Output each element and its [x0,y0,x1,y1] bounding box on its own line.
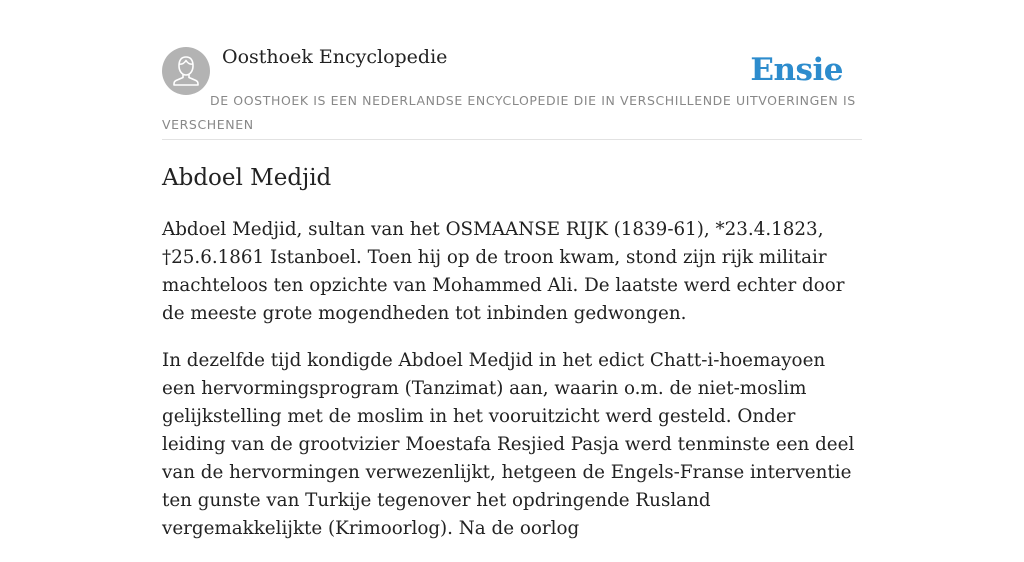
entry-body [162,216,862,562]
entry-paragraph: In dezelfde tijd kondigde Abdoel Medjid in het edict Chatt-i-hoemayoen een hervormingsprogram (Tanzimat) aan, waarin o.m. de niet-moslim gelijkstelling met de moslim in het vooruitzicht werd gesteld. Onder leiding van de grootvizier Moestafa Resjied Pasja werd tenminste een deel van de hervormingen verwezenlijkt, hetgeen de Engels-Franse interventie ten gunste van Turkije tegenover het opdringende Rusland vergemakkelijkte (Krimoorlog). Na de oorlog [162,350,855,539]
ensie-logo[interactable]: Ensie [750,52,843,88]
entry-title: Abdoel Medjid [162,165,332,191]
site-name[interactable]: Oosthoek Encyclopedie [222,46,448,68]
site-header [162,0,862,140]
site-tagline: DE OOSTHOEK IS EEN NEDERLANDSE ENCYCLOPEDIE DIE IN VERSCHILLENDE UITVOERINGEN IS VERSCHENEN [162,93,856,132]
entry-paragraph: Abdoel Medjid, sultan van het OSMAANSE RIJK (1839-61), *23.4.1823, †25.6.1861 Istanboel. Toen hij op de troon kwam, stond zijn rijk militair machteloos ten opzichte van Mohammed Ali. De laatste werd echter door de meeste grote mogendheden tot inbinden gedwongen. [162,219,845,324]
avatar[interactable] [162,47,210,95]
page-container [162,0,862,539]
user-icon [162,47,210,95]
